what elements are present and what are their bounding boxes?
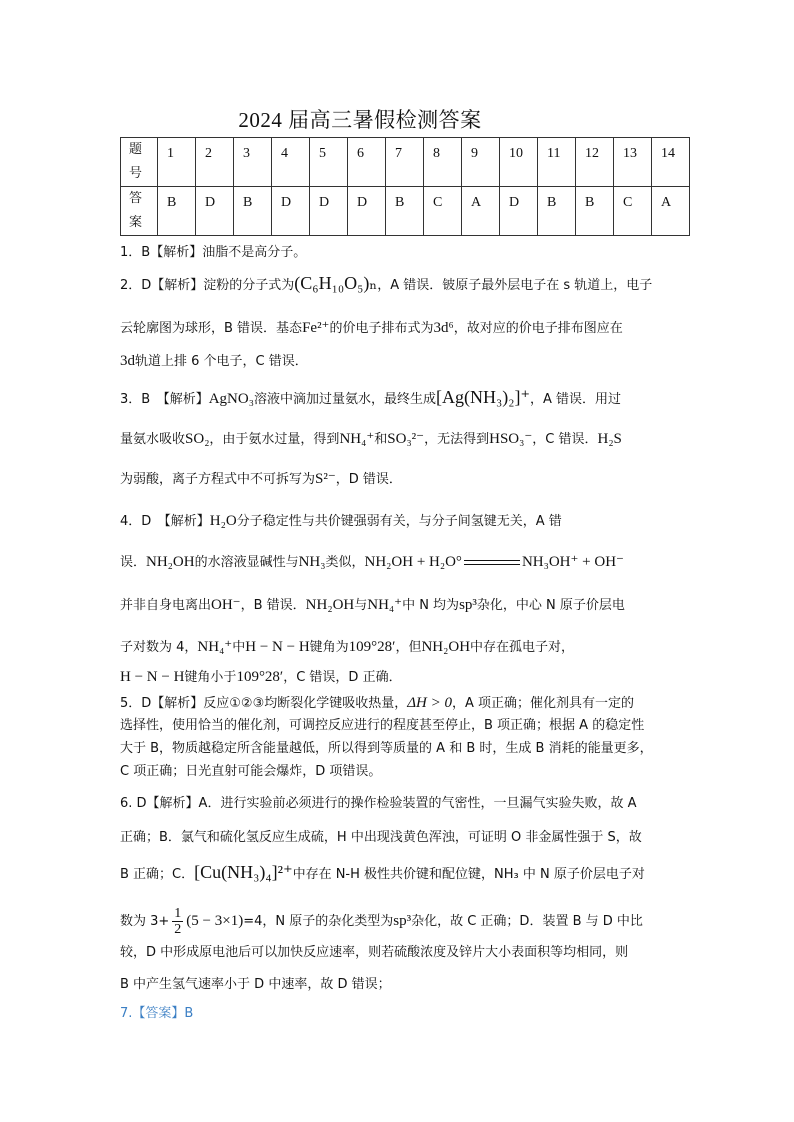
formula-delta-h: ΔH > 0 [407, 695, 453, 711]
answer-cell: D [348, 187, 386, 236]
formula-h2s: H₂S [597, 431, 622, 447]
row-label-answer: 答 案 [121, 187, 158, 236]
answer-cell: B [158, 187, 196, 236]
explanation-q5-line2: 选择性，使用恰当的催化剂，可调控反应进行的程度甚至停止，B 项正确；根据 A 的稳定性 [120, 718, 645, 733]
formula-angle: 109°28′ [236, 669, 284, 685]
question-number: 14 [652, 138, 690, 187]
question-number: 2 [196, 138, 234, 187]
explanation-q2-line3: 3d轨道上排 6 个电子，C 错误． [120, 353, 308, 369]
formula-so3: SO₃²⁻ [387, 431, 425, 447]
formula-nh2oh: NH₂OH [421, 639, 471, 655]
answer-cell: D [272, 187, 310, 236]
question-number: 12 [576, 138, 614, 187]
answer-cell: B [576, 187, 614, 236]
formula-ag-complex: [Ag(NH₃)₂]⁺ [435, 387, 530, 407]
explanation-q4-line5: H − N − H键角小于109°28′，C 错误，D 正确． [120, 669, 402, 685]
explanation-q5-line1: 5．D【解析】反应①②③均断裂化学键吸收热量，ΔH > 0，A 项正确；催化剂具有一定的 [120, 695, 635, 711]
question-number: 10 [500, 138, 538, 187]
question-number: 13 [614, 138, 652, 187]
answer-q7: 7.【答案】B [120, 1006, 194, 1021]
formula-hso3: HSO₃⁻ [489, 431, 533, 447]
row-label-number: 题 号 [121, 138, 158, 187]
formula-nh4: NH₄⁺ [339, 431, 375, 447]
answer-cell: D [500, 187, 538, 236]
formula-h2o: H₂O [209, 513, 237, 529]
formula-nh2oh: NH₂OH [305, 597, 355, 613]
formula-fe2: Fe²⁺ [302, 320, 330, 336]
answer-cell: A [652, 187, 690, 236]
explanation-q4-line1: 4．D 【解析】H₂O分子稳定性与共价键强弱有关，与分子间氢键无关，A 错 [120, 513, 562, 529]
explanation-q4-line4: 子对数为 4，NH₄⁺中H − N − H键角为109°28′，但NH₂OH中存在孤电子对， [120, 639, 575, 655]
question-number: 3 [234, 138, 272, 187]
formula-oh: OH⁻ [211, 597, 241, 613]
explanation-q6-line6: B 中产生氢气速率小于 D 中速率，故 D 错误； [120, 977, 391, 992]
formula-3d: 3d [120, 353, 135, 369]
formula-3d6: 3d⁶ [433, 320, 454, 336]
explanation-q4-line2: 误．NH₂OH的水溶液显碱性与NH₃类似，NH₂OH + H₂O° NH₃OH⁺ + OH⁻ [120, 554, 624, 570]
explanation-q6-line3: B 正确；C．[Cu(NH₃)₄]²⁺中存在 N-H 极性共价键和配位键，NH₃ 中 N 原子价层电子对 [120, 862, 645, 882]
formula-expression: (5 − 3×1) [186, 913, 244, 929]
explanation-q2-line2: 云轮廓图为球形，B 错误．基态Fe²⁺的价电子排布式为3d⁶，故对应的价电子排布图应在 [120, 320, 623, 336]
formula-sp3: sp³ [459, 597, 477, 613]
answer-table [120, 137, 690, 236]
formula-agno3: AgNO₃ [208, 391, 254, 407]
explanation-q3-line3: 为弱酸，离子方程式中不可拆写为S²⁻，D 错误． [120, 471, 402, 487]
question-number: 5 [310, 138, 348, 187]
question-number: 1 [158, 138, 196, 187]
explanation-q5-line3: 大于 B，物质越稳定所含能量越低，所以得到等质量的 A 和 B 时，生成 B 消耗的能量更多， [120, 741, 653, 756]
answer-cell: C [614, 187, 652, 236]
formula-angle: 109°28′ [348, 639, 396, 655]
equation-left: NH₂OH + H₂O° [364, 554, 462, 570]
formula-sp3: sp³ [393, 913, 412, 929]
equilibrium-arrow-icon [464, 558, 520, 568]
explanation-q6-line2: 正确；B．氯气和硫化氢反应生成硫，H 中出现浅黄色浑浊，可证明 O 非金属性强于 S，故 [120, 830, 642, 845]
question-number: 8 [424, 138, 462, 187]
table-row-answers [121, 187, 690, 236]
page-title: 2024 届高三暑假检测答案 [238, 108, 482, 132]
question-number: 7 [386, 138, 424, 187]
explanation-q3-line2: 量氨水吸收SO₂，由于氨水过量，得到NH₄⁺和SO₃²⁻，无法得到HSO₃⁻，C 错误．H₂S [120, 431, 622, 447]
answer-cell: A [462, 187, 500, 236]
explanation-q6-line1: 6. D【解析】A．进行实验前必须进行的操作检验装置的气密性，一旦漏气实验失败，故 A [120, 796, 637, 811]
answer-cell: D [196, 187, 234, 236]
question-number: 11 [538, 138, 576, 187]
explanation-q3-line1: 3．B 【解析】AgNO₃溶液中滴加过量氨水，最终生成[Ag(NH₃)₂]⁺，A 错误．用过 [120, 387, 622, 407]
fraction-half: $\frac{1}{2}$ [174, 906, 182, 937]
answer-cell: C [424, 187, 462, 236]
answer-cell: B [538, 187, 576, 236]
formula-hnh: H − N − H [120, 669, 185, 685]
answer-cell: B [386, 187, 424, 236]
formula-s2: S²⁻ [315, 471, 336, 487]
explanation-q4-line3: 并非自身电离出OH⁻，B 错误．NH₂OH与NH₄⁺中 N 均为sp³杂化，中心 N 原子价层电 [120, 597, 625, 613]
explanation-q6-line5: 较，D 中形成原电池后可以加快反应速率，则若硫酸浓度及锌片大小表面积等均相同，则 [120, 945, 629, 960]
formula-nh3: NH₃ [298, 554, 326, 570]
formula-nh2oh: NH₂OH [146, 554, 195, 570]
formula-so2: SO₂ [185, 431, 210, 447]
answer-cell: D [310, 187, 348, 236]
equation-right: NH₃OH⁺ + OH⁻ [521, 554, 624, 570]
explanation-q1: 1．B【解析】油脂不是高分子。 [120, 245, 307, 260]
explanation-q2-line1: 2．D【解析】淀粉的分子式为(C₆H₁₀O₅)ₙ，A 错误．铍原子最外层电子在 s 轨道上，电子 [120, 273, 653, 293]
formula-starch: (C₆H₁₀O₅)ₙ [294, 273, 378, 293]
question-number: 4 [272, 138, 310, 187]
explanation-q6-line4: 数为 3+ $\frac{1}{2}$ (5 − 3×1)=4，N 原子的杂化类型为sp³杂化，故 C 正确；D．装置 B 与 D 中比 [120, 906, 643, 937]
formula-nh4: NH₄⁺ [367, 597, 403, 613]
question-number: 9 [462, 138, 500, 187]
formula-cu-complex: [Cu(NH₃)₄]²⁺ [194, 862, 293, 882]
formula-nh4: NH₄⁺ [197, 639, 233, 655]
formula-hnh: H − N − H [245, 639, 310, 655]
answer-cell: B [234, 187, 272, 236]
table-row-numbers [121, 138, 690, 187]
question-number: 6 [348, 138, 386, 187]
explanation-q5-line4: C 项正确；日光直射可能会爆炸，D 项错误。 [120, 764, 382, 779]
